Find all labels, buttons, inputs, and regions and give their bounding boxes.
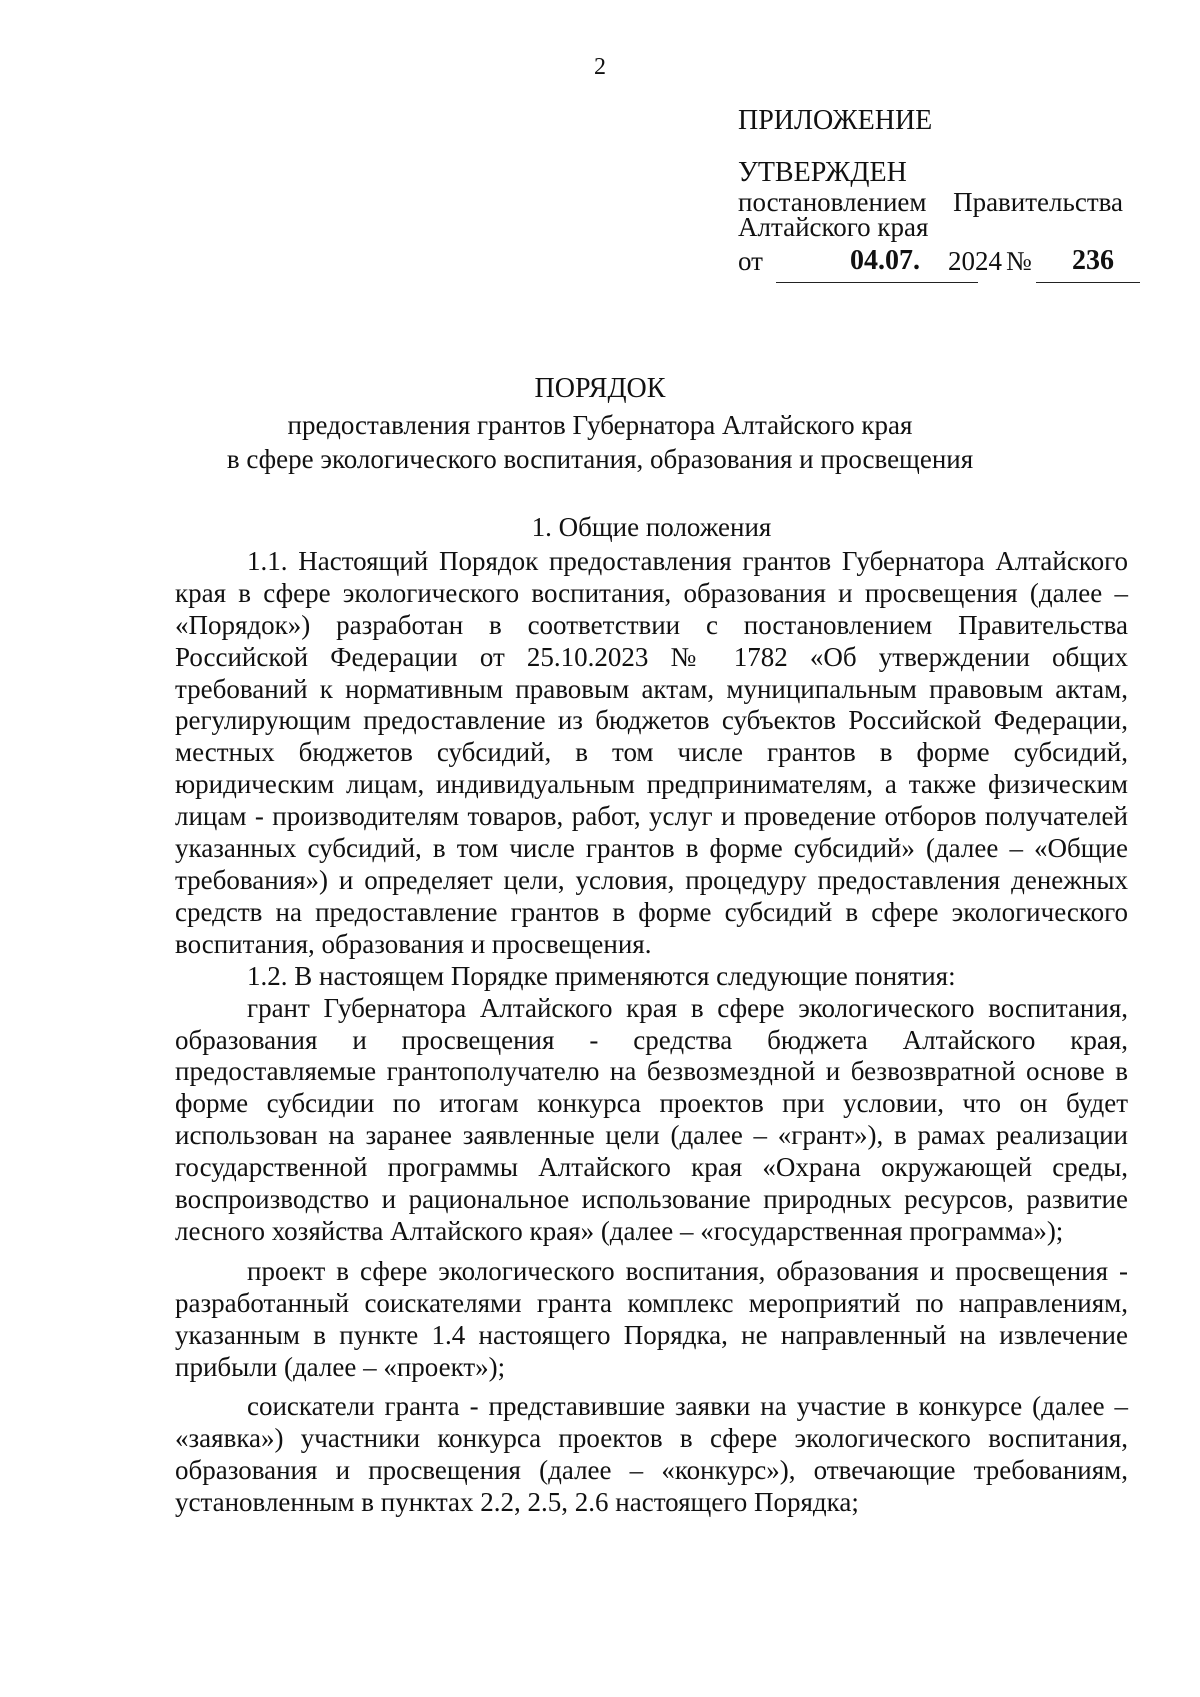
resolution-number: 236 [1072,245,1114,276]
document-title: ПОРЯДОК [534,373,666,404]
date-day-month: 04.07. [850,245,920,276]
document-subtitle-line-1: предоставления грантов Губернатора Алтайского края [287,410,913,440]
date-prefix: от [738,246,763,276]
section-heading: 1. Общие положения [531,512,772,542]
paragraph-1-1: 1.1. Настоящий Порядок предоставления грантов Губернатора Алтайского края в сфере экологического воспитания, образования и просвещения (далее – «Порядок») разработан в соответствии с постановлением Правительства Российской Федерации от 25.10.2023 № 1782 «Об утверждении общих требований к нормативным правовым актам, муниципальным правовым актам, регулирующим предоставление из бюджетов субъектов Российской Федерации, местных бюджетов субсидий, в том числе грантов в форме субсидий, юридическим лицам, индивидуальным предпринимателям, а также физическим лицам - производителям товаров, работ, услуг и проведение отборов получателей указанных субсидий, в том числе грантов в форме субсидий» (далее – «Общие требования») и определяет цели, условия, процедуру предоставления денежных средств на предоставление грантов в форме субсидий в сфере экологического воспитания, образования и просвещения. [175,545,1128,959]
approval-date-line [738,242,1138,282]
document-title-block [0,370,1200,476]
page-number: 2 [594,54,606,80]
paragraph-1-2: 1.2. В настоящем Порядке применяются следующие понятия: [247,960,956,991]
approval-block [738,104,1138,282]
number-sign: № [1006,246,1032,276]
date-underline [776,282,978,283]
approval-line-2: Алтайского края [738,212,929,242]
document-subtitle-line-2: в сфере экологического воспитания, образования и просвещения [226,444,974,474]
appendix-label: ПРИЛОЖЕНИЕ [738,105,933,136]
approved-label: УТВЕРЖДЕН [738,157,907,188]
date-year: 2024 [948,246,1002,276]
definition-project: проект в сфере экологического воспитания, образования и просвещения - разработанный соискателями гранта комплекс мероприятий по направлениям, указанным в пункте 1.4 настоящего Порядка, не направленный на извлечение прибыли (далее – «проект»); [175,1255,1128,1382]
approval-line-1: постановлением Правительства [738,187,1123,217]
document-body [175,512,1128,1519]
definition-applicants: соискатели гранта - представившие заявки на участие в конкурсе (далее – «заявка») участники конкурса проектов в сфере экологического воспитания, образования и просвещения (далее – «конкурс»), отвечающие требованиям, установленным в пунктах 2.2, 2.5, 2.6 настоящего Порядка; [175,1391,1128,1518]
definition-grant: грант Губернатора Алтайского края в сфере экологического воспитания, образования и просвещения - средства бюджета Алтайского края, предоставляемые грантополучателю на безвозмездной и безвозвратной основе в форме субсидии по итогам конкурса проектов при условии, что он будет использован на заранее заявленные цели (далее – «грант»), в рамах реализации государственной программы Алтайского края «Охрана окружающей среды, воспроизводство и рациональное использование природных ресурсов, развитие лесного хозяйства Алтайского края» (далее – «государственная программа»); [175,992,1128,1246]
number-underline [1036,282,1140,283]
